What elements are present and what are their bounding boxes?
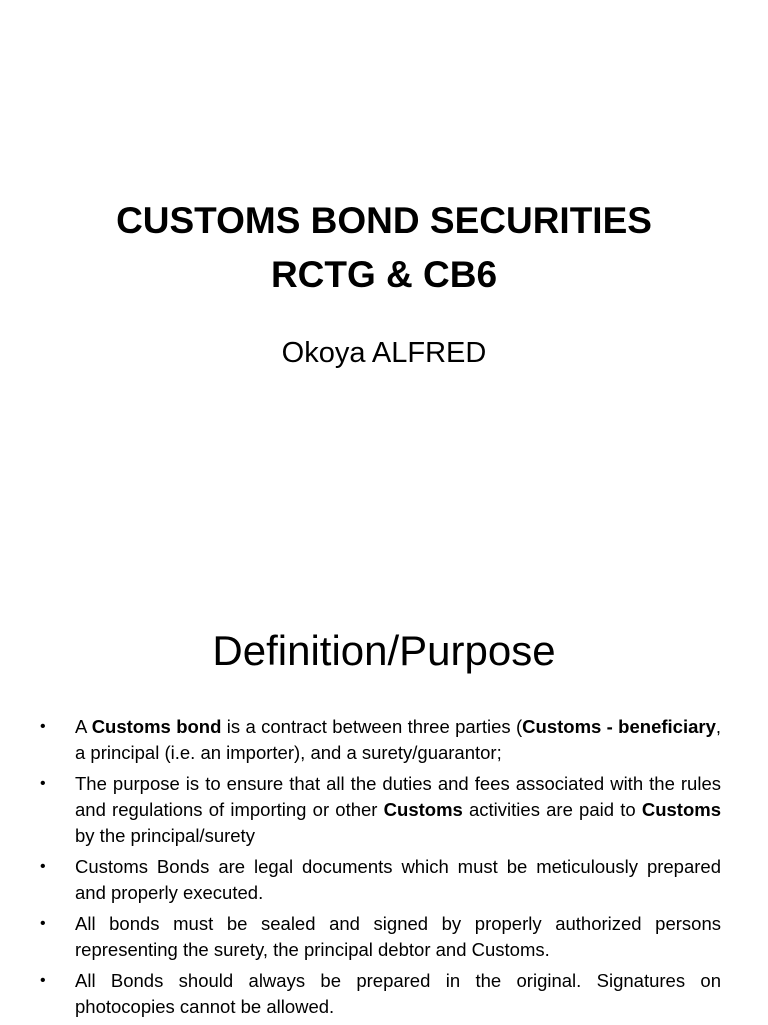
bold-run: Customs bbox=[641, 799, 722, 820]
presentation-title bbox=[0, 194, 768, 302]
bullet-icon: • bbox=[40, 972, 46, 989]
bullet-text bbox=[75, 716, 721, 763]
bullet-text: Customs Bonds are legal documents which must be meticulously prepared and properly executed. bbox=[75, 856, 721, 903]
bullet-item bbox=[40, 911, 721, 963]
title-slide bbox=[0, 0, 768, 512]
bullet-list bbox=[40, 714, 721, 1025]
bold-run: Customs bond bbox=[91, 716, 222, 737]
text-run: is a contract between three parties ( bbox=[221, 716, 523, 737]
bullet-icon: • bbox=[40, 915, 46, 932]
bullet-item bbox=[40, 968, 721, 1020]
bullet-item bbox=[40, 714, 721, 766]
author-name: Okoya ALFRED bbox=[281, 337, 487, 369]
text-run: by the principal/surety bbox=[75, 825, 255, 846]
bullet-icon: • bbox=[40, 775, 46, 792]
bullet-icon: • bbox=[40, 858, 46, 875]
bullet-text: All bonds must be sealed and signed by properly authorized persons representing the surety, the principal debtor and Customs. bbox=[75, 913, 721, 960]
title-line-2: RCTG & CB6 bbox=[270, 254, 498, 295]
definition-slide bbox=[0, 512, 768, 1024]
bullet-text: All Bonds should always be prepared in the original. Signatures on photocopies cannot be allowed. bbox=[75, 970, 721, 1017]
text-run: , a principal (i.e. an importer), and a surety/guarantor; bbox=[75, 716, 722, 763]
bullet-icon: • bbox=[40, 718, 46, 735]
text-run: The purpose is to ensure that all the duties and fees associated with the rules and regulations of importing or other bbox=[75, 773, 721, 820]
text-run: activities are paid to bbox=[462, 799, 642, 820]
bold-run: Customs bbox=[383, 799, 463, 820]
bullet-text bbox=[75, 773, 721, 846]
text-run: A bbox=[75, 716, 92, 737]
bold-run: Customs - beneficiary bbox=[522, 716, 716, 737]
slide-heading: Definition/Purpose bbox=[212, 627, 556, 674]
title-line-1: CUSTOMS BOND SECURITIES bbox=[116, 200, 652, 241]
bullet-item bbox=[40, 854, 721, 906]
bullet-item bbox=[40, 771, 721, 849]
